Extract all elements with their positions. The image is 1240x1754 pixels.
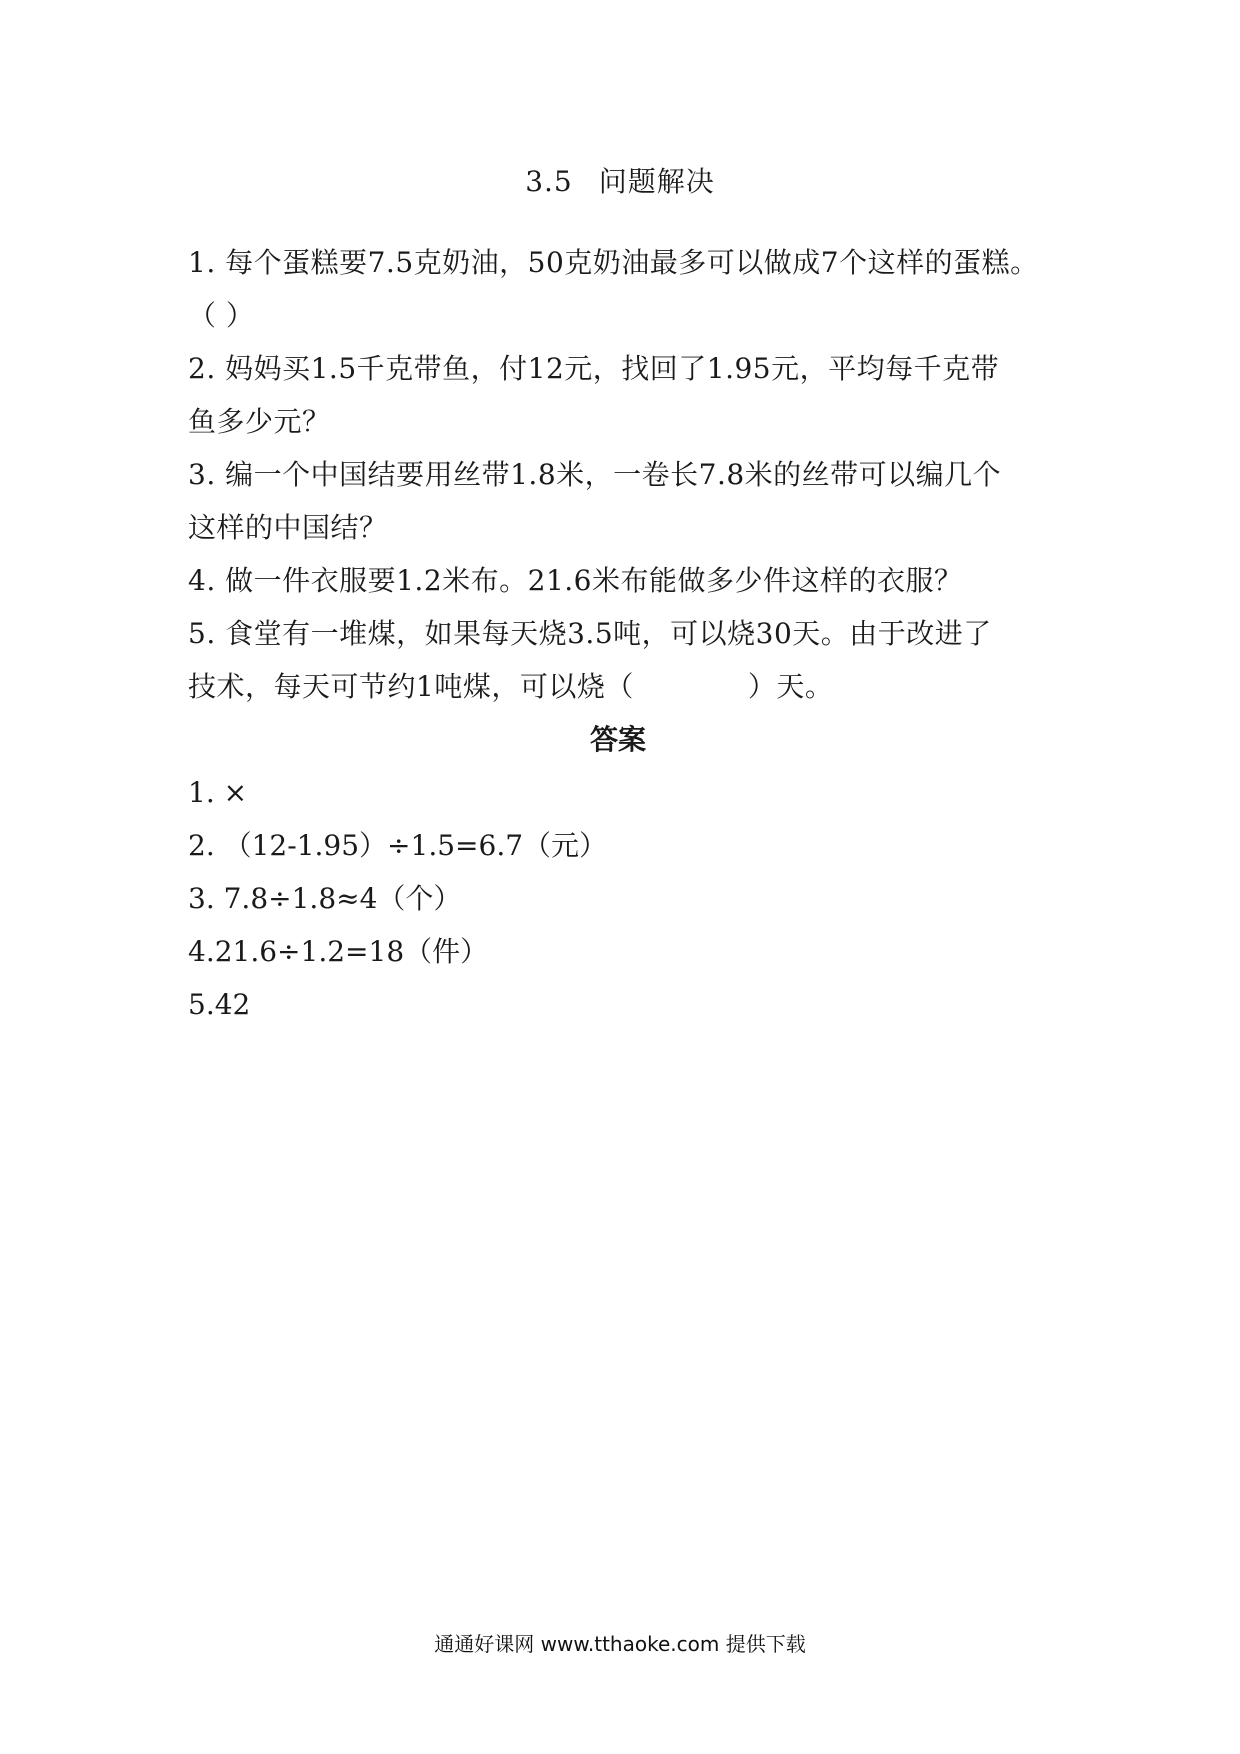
question-1-line-2: （ ） xyxy=(188,299,255,332)
question-1-line-1: 1. 每个蛋糕要7.5克奶油，50克奶油最多可以做成7个这样的蛋糕。 xyxy=(188,246,1039,279)
answer-1: 1. × xyxy=(188,776,248,809)
question-4-line-1: 4. 做一件衣服要1.2米布。21.6米布能做多少件这样的衣服？ xyxy=(188,564,963,597)
content-body xyxy=(188,236,1048,1031)
question-2-line-2: 鱼多少元？ xyxy=(188,405,331,438)
question-3-line-1: 3. 编一个中国结要用丝带1.8米，一卷长7.8米的丝带可以编几个 xyxy=(188,458,1002,491)
section-number: 3.5 xyxy=(525,165,573,198)
answer-5: 5.42 xyxy=(188,988,251,1021)
page-title xyxy=(0,160,1240,200)
question-5-line-2: 技术，每天可节约1吨煤，可以烧（ ）天。 xyxy=(188,670,834,703)
answer-list xyxy=(188,766,1048,1031)
answer-4: 4.21.6÷1.2=18（件） xyxy=(188,935,489,968)
footer-watermark: 通通好课网 www.tthaoke.com 提供下载 xyxy=(434,1632,806,1656)
answer-3: 3. 7.8÷1.8≈4（个） xyxy=(188,882,462,915)
question-3-line-2: 这样的中国结？ xyxy=(188,511,388,544)
question-2-line-1: 2. 妈妈买1.5千克带鱼，付12元，找回了1.95元，平均每千克带 xyxy=(188,352,1000,385)
answers-heading: 答案 xyxy=(589,723,646,756)
question-5-line-1: 5. 食堂有一堆煤，如果每天烧3.5吨，可以烧30天。由于改进了 xyxy=(188,617,992,650)
question-list xyxy=(188,236,1048,713)
answer-2: 2. （12-1.95）÷1.5=6.7（元） xyxy=(188,829,608,862)
section-title: 问题解决 xyxy=(598,165,715,198)
